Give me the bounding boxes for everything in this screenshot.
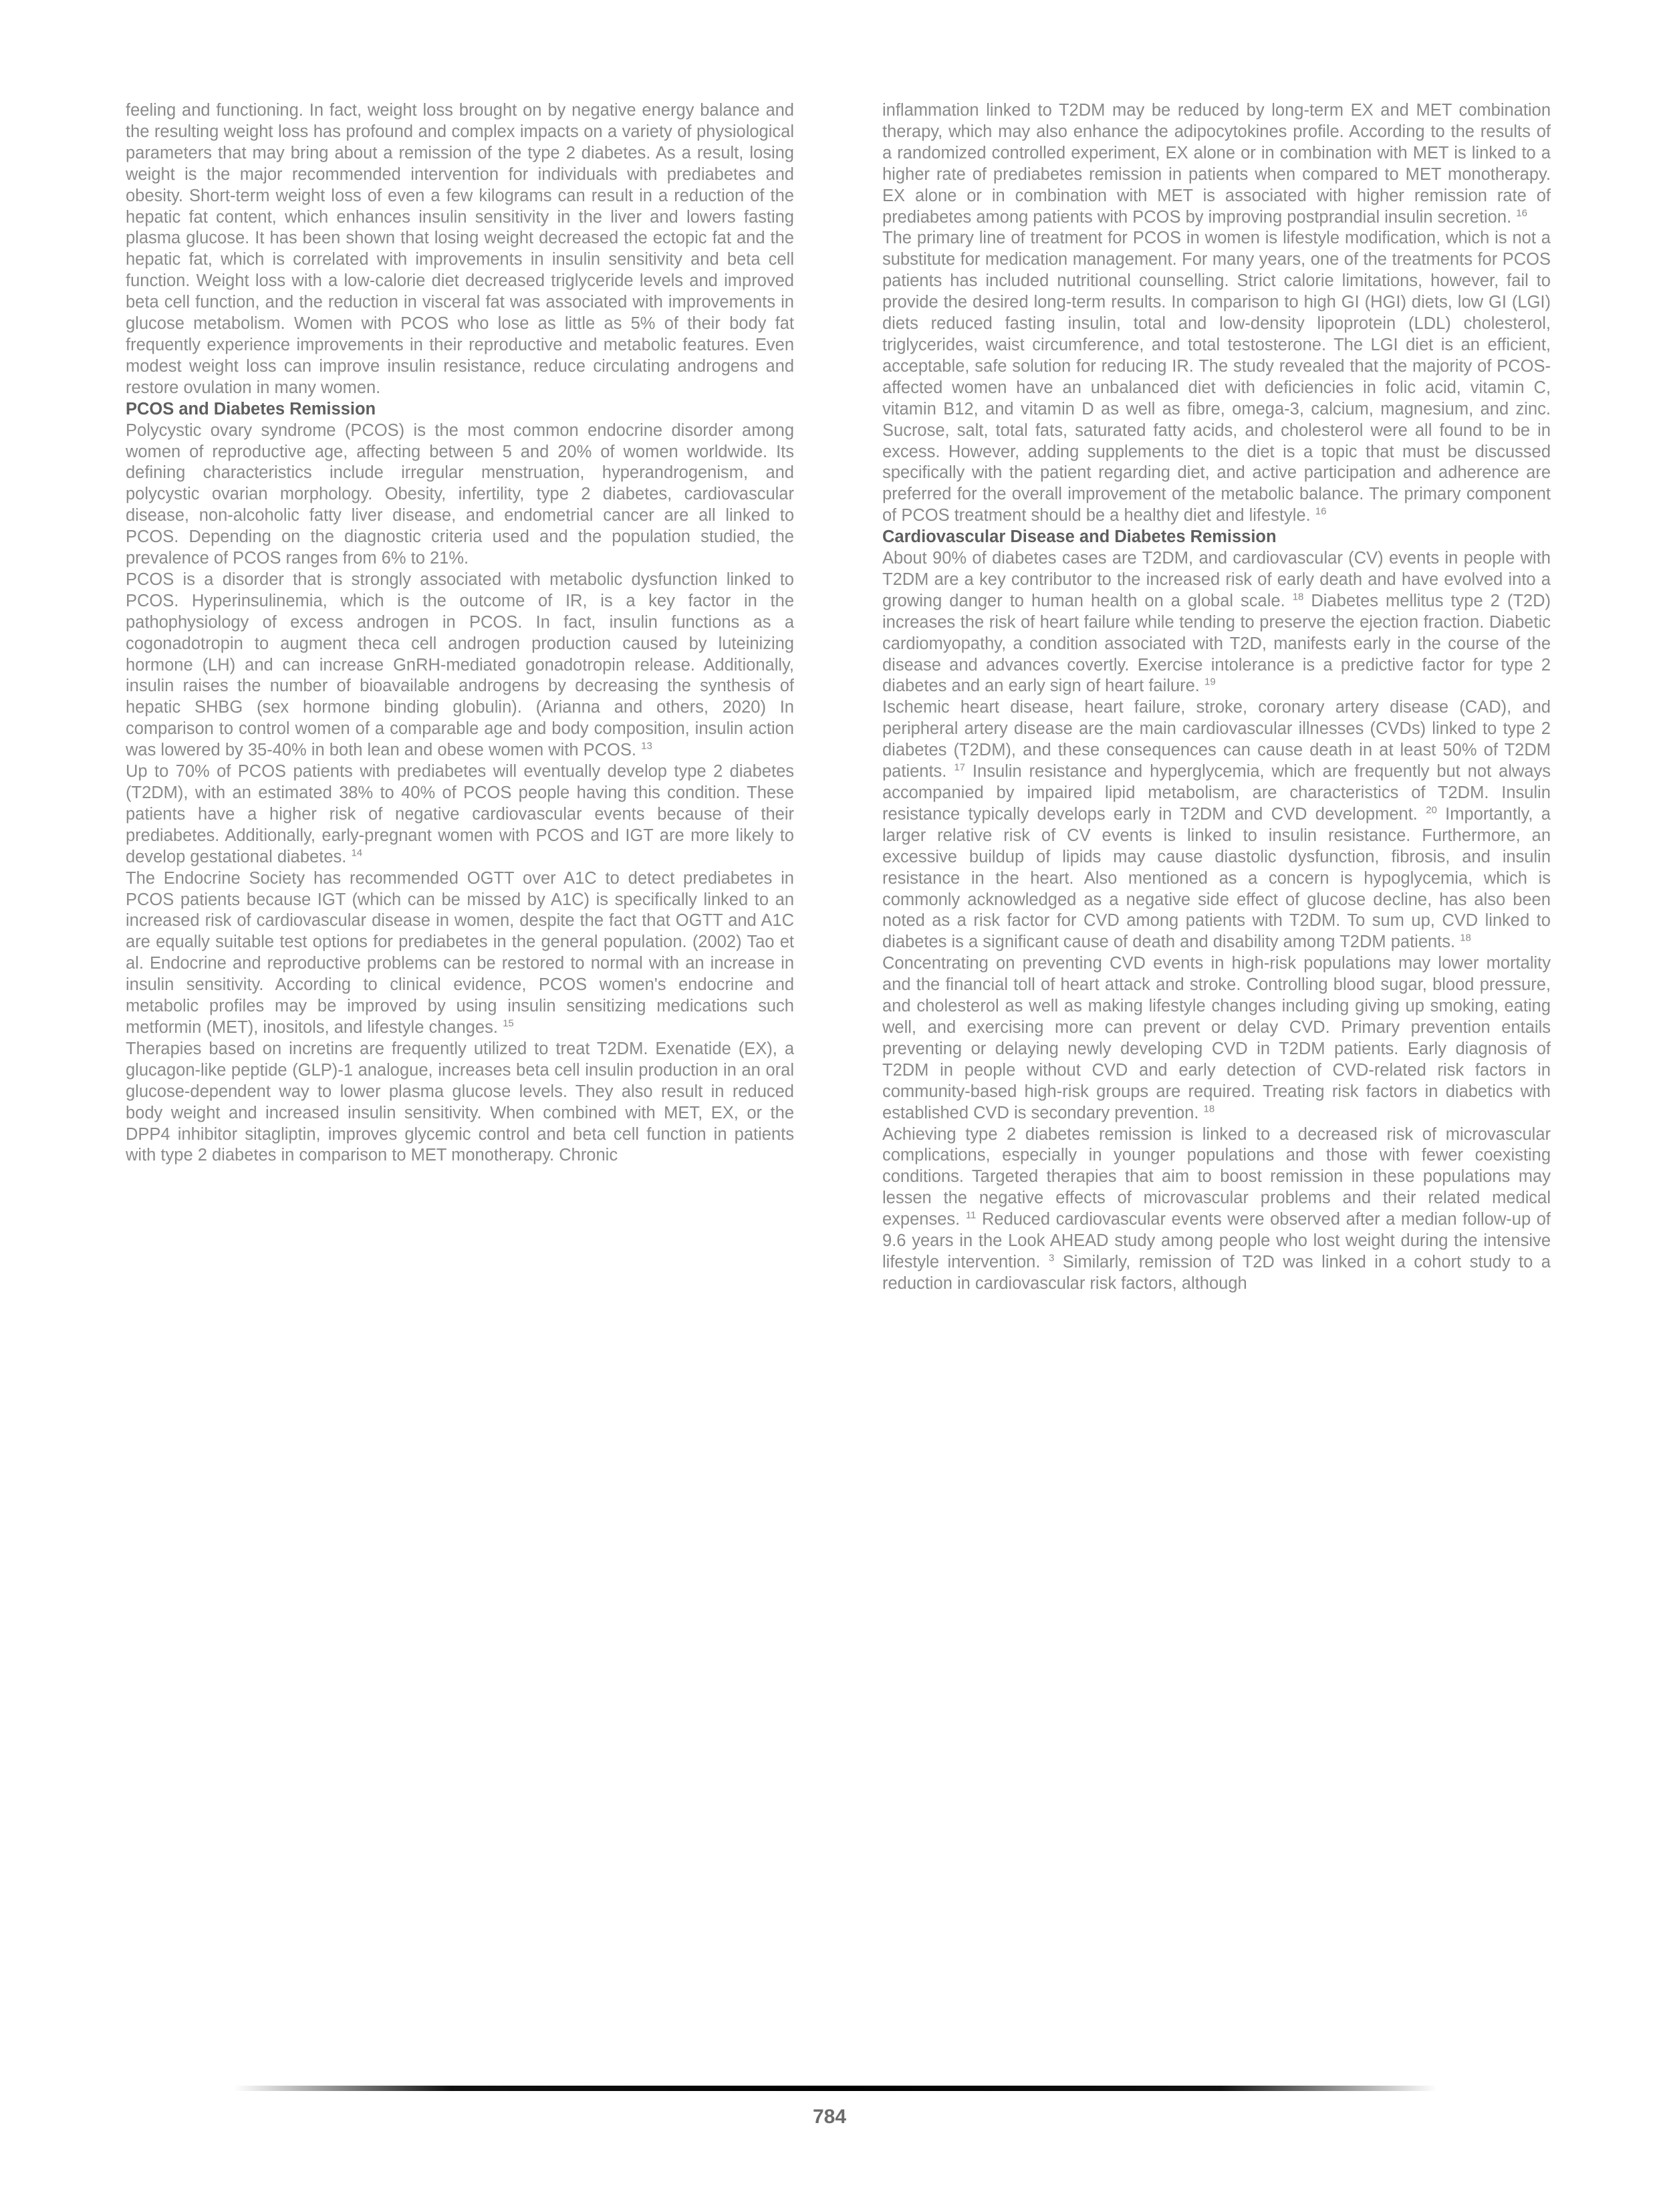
section-heading-pcos: PCOS and Diabetes Remission (126, 399, 376, 418)
citation: 18 (1203, 1103, 1215, 1115)
paragraph-text: About 90% of diabetes cases are T2DM, and cardiovascular (CV) events in people with T2DM are a key contributor to the increased risk of early death and have evolved into a growing danger to human health on a global scale. (882, 549, 1551, 610)
citation: 17 (954, 761, 966, 773)
paragraph: feeling and functioning. In fact, weight loss brought on by negative energy balance and the resulting weight loss has profound and complex impacts on a variety of physiological parameters that may bring about a remission of the type 2 diabetes. As a result, losing weight is the major recommended intervention for individuals with prediabetes and obesity. Short-term weight loss of even a few kilograms can result in a reduction of the hepatic fat content, which enhances insulin sensitivity in the liver and lowers fasting plasma glucose. It has been shown that losing weight decreased the ectopic fat and the hepatic fat, which is correlated with improvements in insulin sensitivity and beta cell function. Weight loss with a low-calorie diet decreased triglyceride levels and improved beta cell function, and the reduction in visceral fat was associated with improvements in glucose metabolism. Women with PCOS who lose as little as 5% of their body fat frequently experience improvements in their reproductive and metabolic features. Even modest weight loss can improve insulin resistance, reduce circulating androgens and restore ovulation in many women. (126, 101, 794, 397)
citation: 20 (1426, 804, 1437, 816)
citation: 11 (965, 1209, 977, 1221)
citation: 19 (1204, 676, 1216, 688)
paragraph (882, 100, 1551, 228)
paragraph-text: Similarly, remission of T2D was linked in a cohort study to a reduction in cardiovascular risk factors, although (882, 1252, 1551, 1293)
paragraph-text: Reduced cardiovascular events were observed after a median follow-up of 9.6 years in the Look AHEAD study among people who lost weight during the intensive lifestyle intervention. (882, 1210, 1551, 1271)
left-column (126, 100, 794, 1166)
paragraph (882, 548, 1551, 697)
right-column (882, 100, 1551, 1295)
paragraph-text: inflammation linked to T2DM may be reduced by long-term EX and MET combination therapy, which may also enhance the adipocytokines profile. According to the results of a randomized controlled experiment, EX alone or in combination with MET is linked to a higher rate of prediabetes remission in patients when compared to MET monotherapy. EX alone or in combination with MET is associated with higher remission rate of prediabetes among patients with PCOS by improving postprandial insulin secretion. (882, 101, 1551, 227)
paragraph (882, 228, 1551, 527)
paragraph-text: Up to 70% of PCOS patients with prediabetes will eventually develop type 2 diabetes (T2DM), with an estimated 38% to 40% of PCOS people having this condition. These patients have a higher risk of negative cardiovascular events because of their prediabetes. Additionally, early-pregnant women with PCOS and IGT are more likely to develop gestational diabetes. (126, 762, 794, 866)
paragraph (882, 953, 1551, 1124)
paragraph (882, 697, 1551, 953)
paragraph: Polycystic ovary syndrome (PCOS) is the most common endocrine disorder among women of reproductive age, affecting between 5 and 20% of women worldwide. Its defining characteristics include irregular menstruation, hyperandrogenism, and polycystic ovarian morphology. Obesity, infertility, type 2 diabetes, cardiovascular disease, non-alcoholic fatty liver disease, and endometrial cancer are all linked to PCOS. Depending on the diagnostic criteria used and the population studied, the prevalence of PCOS ranges from 6% to 21%. (126, 420, 794, 568)
paragraph (126, 868, 794, 1039)
paragraph (126, 570, 794, 761)
citation: 13 (641, 740, 652, 752)
citation: 3 (1048, 1252, 1055, 1264)
citation: 15 (503, 1017, 514, 1029)
citation: 18 (1460, 932, 1471, 944)
citation: 16 (1516, 207, 1527, 219)
paragraph-text: Concentrating on preventing CVD events in high-risk populations may lower mortality and the financial toll of heart attack and stroke. Controlling blood sugar, blood pressure, and cholesterol as well as making lifestyle changes including giving up smoking, eating well, and exercising more can prevent or delay CVD. Primary prevention entails preventing or delaying newly developing CVD in T2DM patients. Early diagnosis of T2DM in people without CVD and early detection of CVD-related risk factors in community-based high-risk groups are required. Treating risk factors in diabetics with established CVD is secondary prevention. (882, 954, 1551, 1122)
citation: 16 (1315, 505, 1327, 517)
citation: 18 (1292, 591, 1304, 603)
section-heading-cvd: Cardiovascular Disease and Diabetes Remission (882, 527, 1277, 547)
paragraph-text: The Endocrine Society has recommended OGTT over A1C to detect prediabetes in PCOS patients because IGT (which can be missed by A1C) is specifically linked to an increased risk of cardiovascular disease in women, despite the fact that OGTT and A1C are equally suitable test options for prediabetes in the general population. (2002) Tao et al. Endocrine and reproductive problems can be restored to normal with an increase in insulin sensitivity. According to clinical evidence, PCOS women's endocrine and metabolic profiles may be improved by using insulin sensitizing medications such metformin (MET), inositols, and lifestyle changes. (126, 868, 794, 1037)
paragraph-text: Importantly, a larger relative risk of CV events is linked to insulin resistance. Furthermore, an excessive buildup of lipids may cause diastolic dysfunction, fibrosis, and insulin resistance in the heart. Also mentioned as a concern is hypoglycemia, which is commonly acknowledged as a negative side effect of glucose decline, has also been noted as a risk factor for CVD among patients with T2DM. To sum up, CVD linked to diabetes is a significant cause of death and disability among T2DM patients. (882, 804, 1551, 952)
paragraph (882, 1124, 1551, 1295)
paragraph-text: PCOS is a disorder that is strongly associated with metabolic dysfunction linked to PCOS. Hyperinsulinemia, which is the outcome of IR, is a key factor in the pathophysiology of excess androgen in PCOS. In fact, insulin functions as a cogonadotropin to augment theca cell androgen production caused by luteinizing hormone (LH) and can increase GnRH-mediated gonadotropin release. Additionally, insulin raises the number of bioavailable androgens by decreasing the synthesis of hepatic SHBG (sex hormone binding globulin). (Arianna and others, 2020) In comparison to control women of a comparable age and body composition, insulin action was lowered by 35-40% in both lean and obese women with PCOS. (126, 570, 794, 760)
footer-rule (234, 2086, 1437, 2091)
citation: 14 (351, 847, 363, 859)
paragraph-text: Diabetes mellitus type 2 (T2D) increases the risk of heart failure while tending to preserve the ejection fraction. Diabetic cardiomyopathy, a condition associated with T2D, manifests early in the course of the disease and advances covertly. Exercise intolerance is a predictive factor for type 2 diabetes and an early sign of heart failure. (882, 591, 1551, 696)
paragraph: Therapies based on incretins are frequently utilized to treat T2DM. Exenatide (EX), a glucagon-like peptide (GLP)-1 analogue, increases beta cell insulin production in an oral glucose-dependent way to lower plasma glucose levels. They also result in reduced body weight and increased insulin sensitivity. When combined with MET, EX, or the DPP4 inhibitor sitagliptin, improves glycemic control and beta cell function in patients with type 2 diabetes in comparison to MET monotherapy. Chronic (126, 1039, 794, 1165)
paragraph (126, 761, 794, 868)
paragraph-text: The primary line of treatment for PCOS in women is lifestyle modification, which is not a substitute for medication management. For many years, one of the treatments for PCOS patients has included nutritional counselling. Strict calorie limitations, however, fail to provide the desired long-term results. In comparison to high GI (HGI) diets, low GI (LGI) diets reduced fasting insulin, total and low-density lipoprotein (LDL) cholesterol, triglycerides, waist circumference, and total testosterone. The LGI diet is an efficient, acceptable, safe solution for reducing IR. The study revealed that the majority of PCOS-affected women have an unbalanced diet with deficiencies in folic acid, vitamin C, vitamin B12, and vitamin D as well as fibre, omega-3, calcium, magnesium, and zinc. Sucrose, salt, total fats, saturated fatty acids, and cholesterol were all found to be in excess. However, adding supplements to the diet is a topic that must be discussed specifically with the patient regarding diet, and active participation and adherence are preferred for the overall improvement of the metabolic balance. The primary component of PCOS treatment should be a healthy diet and lifestyle. (882, 229, 1551, 525)
paragraph-text: Insulin resistance and hyperglycemia, which are frequently but not always accompanied by impaired lipid metabolism, are characteristics of T2DM. Insulin resistance typically develops early in T2DM and CVD development. (882, 762, 1551, 824)
paragraph-text: Ischemic heart disease, heart failure, stroke, coronary artery disease (CAD), and peripheral artery disease are the main cardiovascular illnesses (CVDs) linked to type 2 diabetes (T2DM), and these consequences can cause death in at least 50% of T2DM patients. (882, 698, 1551, 781)
page-number: 784 (812, 2106, 847, 2128)
paragraph-text: Achieving type 2 diabetes remission is linked to a decreased risk of microvascular complications, especially in younger populations and those with fewer coexisting conditions. Targeted therapies that aim to boost remission in these populations may lessen the negative effects of microvascular problems and their related medical expenses. (882, 1124, 1551, 1229)
